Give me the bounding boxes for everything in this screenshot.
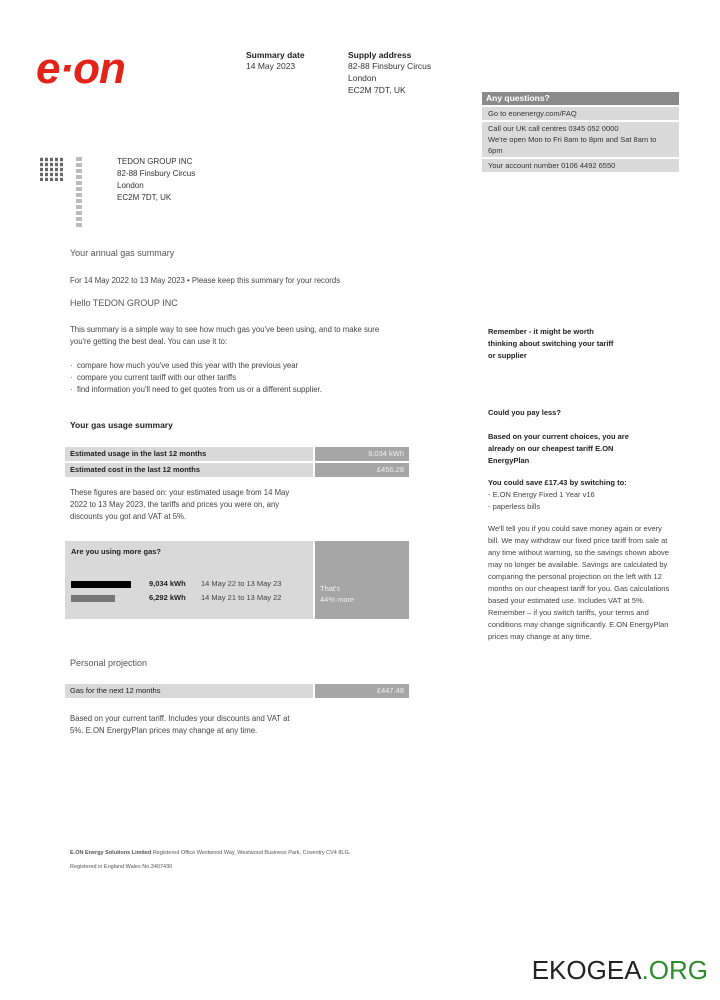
call-number: Call our UK call centres 0345 052 0000 [488,124,619,133]
row-value: £456.28 [315,463,409,477]
terms-fine-print: We'll tell you if you could save money again or every bill. We may withdraw our fixed price tariff from sale at any time without warning, so the savings shown above may no longer be available. Savings are calculated by comparing the personal projection on the left with 12 months on our cheapest tariff for you. Gas calculations based your estimated use. Includes VAT at 5%. Remember – if you switch tariffs, your terms and conditions may change significantly. E.ON EnergyPlan prices may change at any time. [488,524,670,641]
pay-less-title: Could you pay less? [488,408,561,417]
faq-link[interactable]: Go to eonenergy.com/FAQ [482,107,679,120]
result-line: 44% more [320,595,355,604]
recipient-name: TEDON GROUP INC [117,157,193,166]
watermark-main: EKOGEA [531,955,642,985]
account-number: Your account number 0106 4492 6550 [482,159,679,172]
summary-period: For 14 May 2022 to 13 May 2023 • Please keep this summary for your records [70,276,341,285]
usage-title: Your gas usage summary [70,420,173,430]
supply-address-line: London [348,73,377,83]
watermark [532,955,708,986]
summary-date-label: Summary date [246,50,305,60]
bullet-text: compare how much you've used this year with the previous year [76,361,299,370]
table-row [65,684,409,698]
bullet-item: · compare how much you've used this year with the previous year [70,361,299,370]
vertical-reference-code [76,157,82,227]
intro-bullets [70,360,322,396]
footer-registration: Registered in England Wales No.3407430 [70,864,173,870]
questions-box [482,92,679,172]
previous-period: 14 May 21 to 13 May 22 [201,593,282,602]
table-row [65,463,409,477]
current-period: 14 May 22 to 13 May 23 [201,579,282,588]
remember-note [488,326,618,362]
eon-logo: e·on [36,44,125,93]
footer-office: Registered Office Westwood Way, Westwood Business Park, Coventry CV4 8LG. [152,850,351,856]
savings-option: - E.ON Energy Fixed 1 Year v16 [488,490,595,499]
recipient-line: 82-88 Finsbury Circus [117,169,196,178]
projection-title: Personal projection [70,658,148,668]
supply-address-line: 82-88 Finsbury Circus [348,61,432,71]
row-label: Gas for the next 12 months [65,684,313,698]
result-line: That's [320,584,341,593]
questions-title: Any questions? [482,92,679,105]
supply-address-label: Supply address [348,50,412,60]
remember-text: Remember - it might be worth thinking about switching your tariff or supplier [488,327,614,360]
current-kwh: 9,034 kWh [149,579,186,588]
recipient-address [117,156,195,204]
bullet-item: · compare you current tariff with our other tariffs [70,373,237,382]
current-tariff-note: Based on your current choices, you are already on our cheapest tariff E.ON EnergyPlan [488,432,629,465]
table-row [65,447,409,461]
intro-body: This summary is a simple way to see how much gas you've been using, and to make sure you're getting the best deal. You can use it to: [70,325,380,346]
opening-hours: We're open Mon to Fri 8am to 8pm and Sat 8am to 6pm [488,135,657,155]
watermark-suffix: .ORG [641,955,708,985]
greeting: Hello TEDON GROUP INC [70,298,178,308]
bullet-text: compare you current tariff with our other tariffs [76,373,237,382]
savings-option: - paperless bills [488,502,541,511]
bullet-text: find information you'll need to get quotes from us or a different supplier. [76,385,322,394]
qr-code-overlay [40,157,64,181]
bullet-item: · find information you'll need to get quotes from us or a different supplier. [70,385,322,394]
call-centre-info [482,122,679,157]
summary-title: Your annual gas summary [70,248,175,258]
comparison-title: Are you using more gas? [71,547,162,556]
footer-line [70,846,350,860]
usage-table [65,447,409,479]
summary-date: 14 May 2023 [246,61,296,71]
row-value: 9,034 kWh [315,447,409,461]
row-label: Estimated cost in the last 12 months [65,463,313,477]
footer [70,846,350,874]
footer-company: E.ON Energy Solutions Limited [70,850,152,856]
comparison-panel [65,541,313,619]
savings-amount: You could save £17.43 by switching to: [488,478,627,487]
comparison-box [65,541,409,619]
comparison-result [315,541,409,619]
projection-note: Based on your current tariff. Includes your discounts and VAT at 5%. E.ON EnergyPlan prices may change at any time. [70,714,290,735]
recipient-line: EC2M 7DT, UK [117,193,172,202]
usage-note: These figures are based on: your estimated usage from 14 May 2022 to 13 May 2023, the tariffs and prices you were on, any discounts you got and VAT at 5%. [70,488,290,521]
summary-date-block [246,50,305,72]
previous-year-bar [71,595,115,602]
recipient-line: London [117,181,144,190]
savings-block [488,477,688,513]
supply-address-block [348,50,431,96]
supply-address-line: EC2M 7DT, UK [348,85,406,95]
row-value: £447.48 [315,684,409,698]
row-label: Estimated usage in the last 12 months [65,447,313,461]
current-year-bar [71,581,131,588]
previous-kwh: 6,292 kWh [149,593,186,602]
projection-table [65,684,409,700]
